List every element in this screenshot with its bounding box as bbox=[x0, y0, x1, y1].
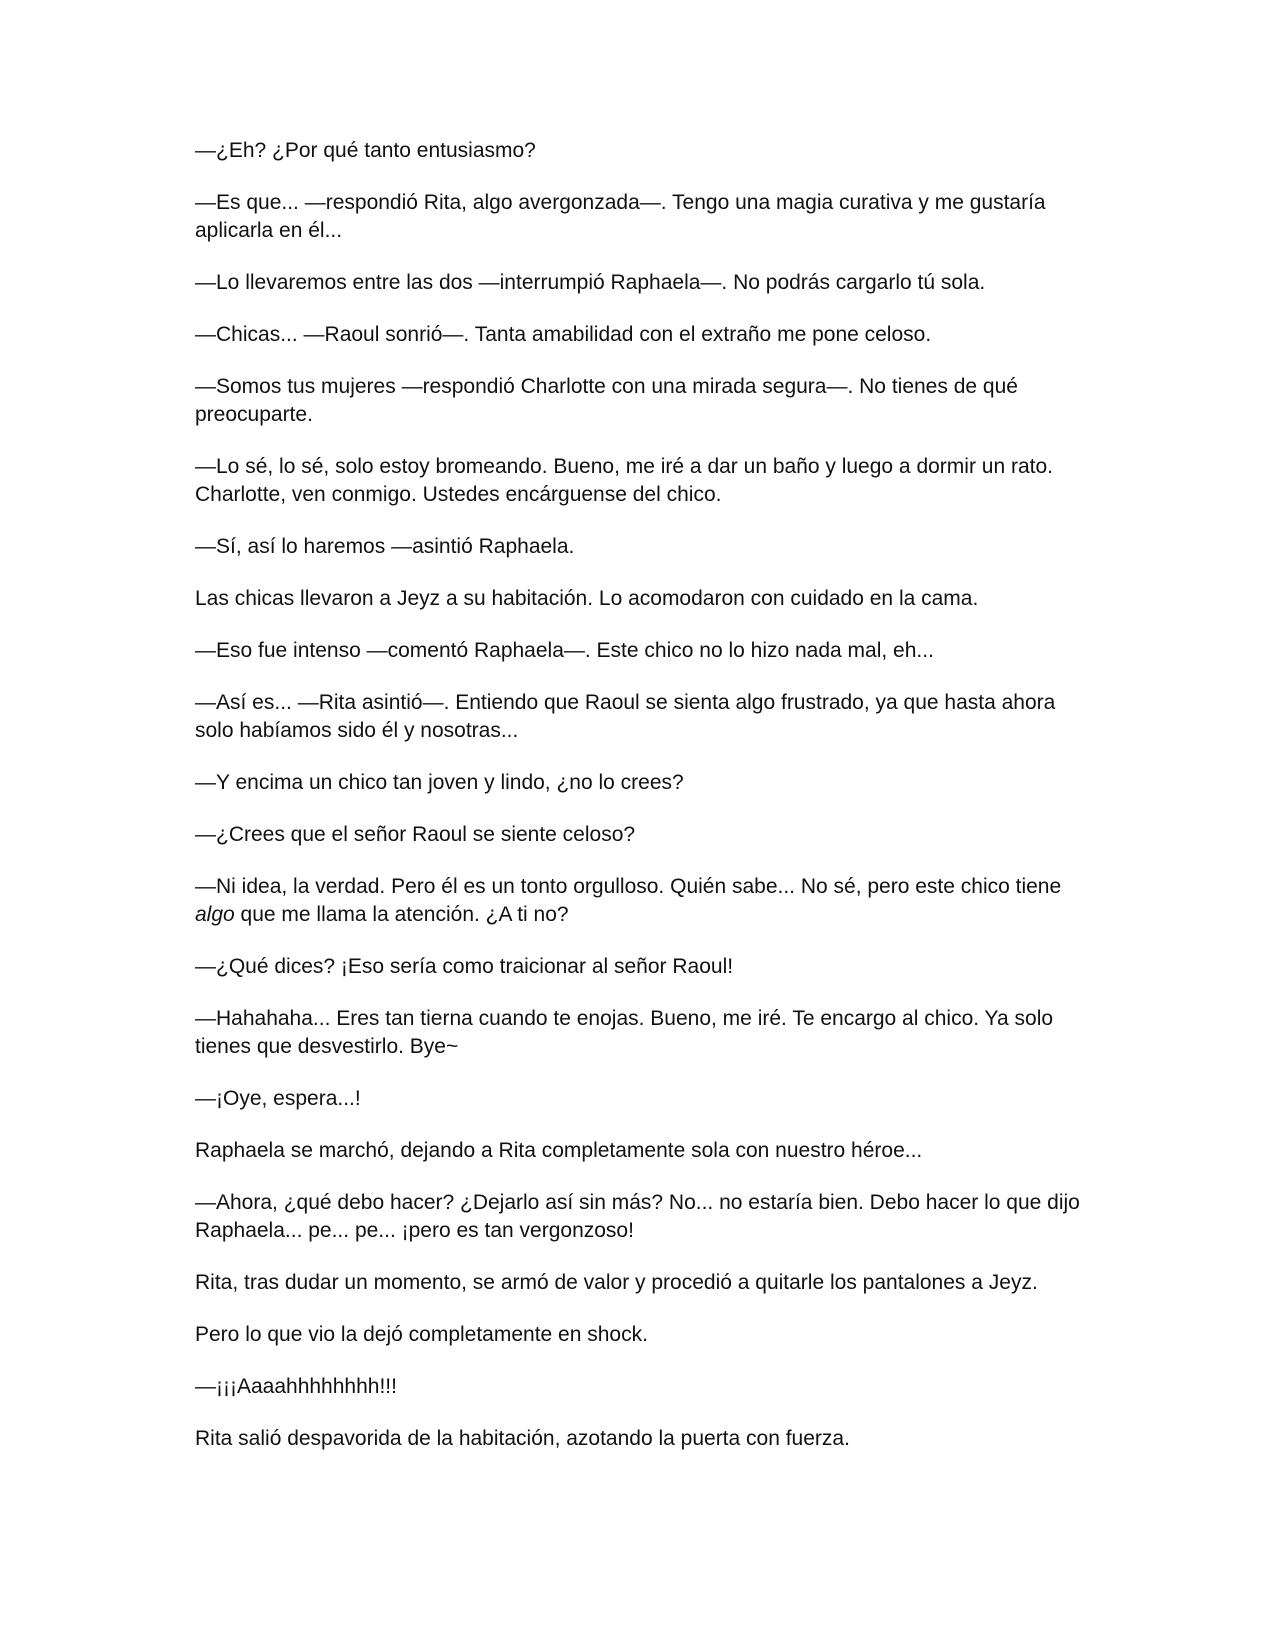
paragraph: —Ahora, ¿qué debo hacer? ¿Dejarlo así sin más? No... no estaría bien. Debo hacer lo que dijo Raphaela... pe... pe... ¡pero es tan vergonzoso! bbox=[195, 1191, 1080, 1242]
paragraph: Rita salió despavorida de la habitación, azotando la puerta con fuerza. bbox=[195, 1427, 850, 1450]
paragraph: —Lo sé, lo sé, solo estoy bromeando. Bueno, me iré a dar un baño y luego a dormir un rato. Charlotte, ven conmigo. Ustedes encárguense del chico. bbox=[195, 455, 1053, 506]
paragraph: Las chicas llevaron a Jeyz a su habitación. Lo acomodaron con cuidado en la cama. bbox=[195, 587, 979, 610]
paragraph: —Y encima un chico tan joven y lindo, ¿no lo crees? bbox=[195, 771, 684, 794]
paragraph: —¿Eh? ¿Por qué tanto entusiasmo? bbox=[195, 139, 536, 162]
paragraph: —Así es... —Rita asintió—. Entiendo que Raoul se sienta algo frustrado, ya que hasta ahora solo habíamos sido él y nosotras... bbox=[195, 691, 1056, 742]
paragraph: —¡Oye, espera...! bbox=[195, 1087, 361, 1110]
paragraph: —Lo llevaremos entre las dos —interrumpió Raphaela—. No podrás cargarlo tú sola. bbox=[195, 271, 986, 294]
paragraph-text-after: que me llama la atención. ¿A ti no? bbox=[234, 903, 569, 926]
document-body bbox=[195, 137, 1090, 1477]
paragraph: —¿Qué dices? ¡Eso sería como traicionar al señor Raoul! bbox=[195, 955, 734, 978]
paragraph-with-italic bbox=[195, 873, 1090, 929]
paragraph: Pero lo que vio la dejó completamente en shock. bbox=[195, 1323, 648, 1346]
paragraph: —Es que... —respondió Rita, algo avergonzada—. Tengo una magia curativa y me gustaría aplicarla en él... bbox=[195, 191, 1046, 242]
paragraph: —Chicas... —Raoul sonrió—. Tanta amabilidad con el extraño me pone celoso. bbox=[195, 323, 932, 346]
paragraph: —¡¡¡Aaaahhhhhhhh!!! bbox=[195, 1375, 397, 1398]
italic-word: algo bbox=[195, 903, 235, 926]
paragraph: Raphaela se marchó, dejando a Rita completamente sola con nuestro héroe... bbox=[195, 1139, 923, 1162]
paragraph: —Eso fue intenso —comentó Raphaela—. Este chico no lo hizo nada mal, eh... bbox=[195, 639, 934, 662]
paragraph: —¿Crees que el señor Raoul se siente celoso? bbox=[195, 823, 636, 846]
paragraph: —Sí, así lo haremos —asintió Raphaela. bbox=[195, 535, 575, 558]
paragraph: Rita, tras dudar un momento, se armó de valor y procedió a quitarle los pantalones a Jeyz. bbox=[195, 1271, 1038, 1294]
paragraph: —Hahahaha... Eres tan tierna cuando te enojas. Bueno, me iré. Te encargo al chico. Ya solo tienes que desvestirlo. Bye~ bbox=[195, 1007, 1054, 1058]
paragraph-text-before: —Ni idea, la verdad. Pero él es un tonto orgulloso. Quién sabe... No sé, pero este chico tiene bbox=[195, 875, 1062, 898]
paragraph: —Somos tus mujeres —respondió Charlotte con una mirada segura—. No tienes de qué preocuparte. bbox=[195, 375, 1018, 426]
